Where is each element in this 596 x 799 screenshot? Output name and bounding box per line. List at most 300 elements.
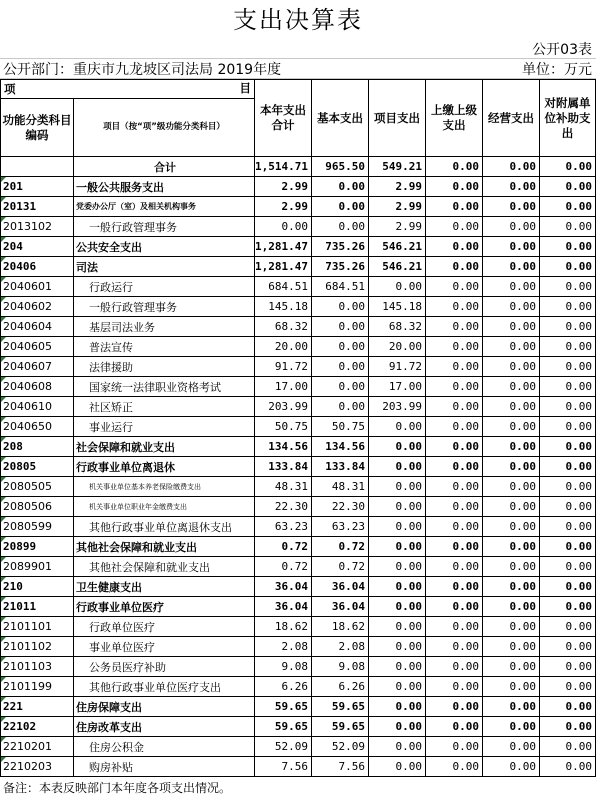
cell-project: 0.00 <box>369 457 426 477</box>
cell-basic: 0.00 <box>312 357 369 377</box>
row-name: 卫生健康支出 <box>74 577 255 597</box>
cell-business: 0.00 <box>483 337 540 357</box>
table-row <box>1 297 596 317</box>
table-row <box>1 697 596 717</box>
cell-project: 203.99 <box>369 397 426 417</box>
cell-project: 91.72 <box>369 357 426 377</box>
cell-subsidy: 0.00 <box>540 517 596 537</box>
cell-project: 0.00 <box>369 437 426 457</box>
cell-business: 0.00 <box>483 457 540 477</box>
cell-upper: 0.00 <box>426 697 483 717</box>
row-name: 住房公积金 <box>74 737 255 757</box>
cell-basic: 0.00 <box>312 177 369 197</box>
cell-total: 20.00 <box>255 337 312 357</box>
cell-project: 0.00 <box>369 557 426 577</box>
header-basic: 基本支出 <box>312 80 369 157</box>
cell-business: 0.00 <box>483 537 540 557</box>
cell-upper: 0.00 <box>426 317 483 337</box>
cell-marker-icon <box>1 397 6 402</box>
cell-marker-icon <box>1 197 6 202</box>
header-business: 经营支出 <box>483 80 540 157</box>
cell-upper: 0.00 <box>426 657 483 677</box>
cell-upper: 0.00 <box>426 337 483 357</box>
cell-upper: 0.00 <box>426 197 483 217</box>
cell-project: 546.21 <box>369 257 426 277</box>
cell-subsidy: 0.00 <box>540 177 596 197</box>
row-code: 22102 <box>1 717 74 737</box>
cell-subsidy: 0.00 <box>540 277 596 297</box>
cell-project: 0.00 <box>369 717 426 737</box>
cell-total: 50.75 <box>255 417 312 437</box>
cell-project: 0.00 <box>369 677 426 697</box>
cell-upper: 0.00 <box>426 537 483 557</box>
cell-basic: 684.51 <box>312 277 369 297</box>
cell-basic: 59.65 <box>312 717 369 737</box>
row-code: 20131 <box>1 197 74 217</box>
table-row <box>1 477 596 497</box>
cell-marker-icon <box>1 677 6 682</box>
cell-upper: 0.00 <box>426 757 483 777</box>
row-code: 208 <box>1 437 74 457</box>
cell-business: 0.00 <box>483 617 540 637</box>
cell-basic: 63.23 <box>312 517 369 537</box>
cell-business: 0.00 <box>483 657 540 677</box>
row-code: 2040610 <box>1 397 74 417</box>
cell-basic: 48.31 <box>312 477 369 497</box>
cell-business: 0.00 <box>483 637 540 657</box>
cell-business: 0.00 <box>483 437 540 457</box>
table-row <box>1 657 596 677</box>
cell-upper: 0.00 <box>426 397 483 417</box>
cell-project: 0.00 <box>369 617 426 637</box>
cell-upper: 0.00 <box>426 217 483 237</box>
page-title: 支出决算表 <box>233 6 363 34</box>
header-project-label: 项 <box>4 81 16 96</box>
cell-business: 0.00 <box>483 177 540 197</box>
row-name: 其他行政事业单位医疗支出 <box>74 677 255 697</box>
cell-total: 1,281.47 <box>255 237 312 257</box>
cell-upper: 0.00 <box>426 417 483 437</box>
table-row <box>1 357 596 377</box>
cell-upper: 0.00 <box>426 277 483 297</box>
table-row <box>1 717 596 737</box>
table-row <box>1 537 596 557</box>
cell-subsidy: 0.00 <box>540 477 596 497</box>
cell-basic: 52.09 <box>312 737 369 757</box>
row-code: 21011 <box>1 597 74 617</box>
row-name: 法律援助 <box>74 357 255 377</box>
cell-upper: 0.00 <box>426 437 483 457</box>
cell-total: 59.65 <box>255 717 312 737</box>
cell-total: 9.08 <box>255 657 312 677</box>
row-name: 其他社会保障和就业支出 <box>74 537 255 557</box>
cell-business: 0.00 <box>483 577 540 597</box>
table-row <box>1 617 596 637</box>
cell-total: 59.65 <box>255 697 312 717</box>
cell-subsidy: 0.00 <box>540 237 596 257</box>
row-code: 2080506 <box>1 497 74 517</box>
cell-marker-icon <box>1 257 6 262</box>
row-code: 204 <box>1 237 74 257</box>
header-total: 本年支出合计 <box>255 80 312 157</box>
row-code: 2040605 <box>1 337 74 357</box>
row-code: 2040601 <box>1 277 74 297</box>
cell-subsidy: 0.00 <box>540 377 596 397</box>
table-row <box>1 417 596 437</box>
cell-subsidy: 0.00 <box>540 157 596 177</box>
cell-basic: 18.62 <box>312 617 369 637</box>
row-name: 事业运行 <box>74 417 255 437</box>
table-row <box>1 637 596 657</box>
cell-subsidy: 0.00 <box>540 317 596 337</box>
row-name: 合计 <box>74 157 255 177</box>
table-row <box>1 337 596 357</box>
cell-basic: 0.72 <box>312 537 369 557</box>
table-row <box>1 577 596 597</box>
cell-business: 0.00 <box>483 417 540 437</box>
row-code: 2080599 <box>1 517 74 537</box>
cell-marker-icon <box>1 617 6 622</box>
cell-business: 0.00 <box>483 197 540 217</box>
cell-marker-icon <box>1 277 6 282</box>
row-name: 国家统一法律职业资格考试 <box>74 377 255 397</box>
row-name: 司法 <box>74 257 255 277</box>
cell-total: 134.56 <box>255 437 312 457</box>
cell-upper: 0.00 <box>426 677 483 697</box>
table-row <box>1 737 596 757</box>
cell-total: 133.84 <box>255 457 312 477</box>
cell-total: 145.18 <box>255 297 312 317</box>
row-name: 行政运行 <box>74 277 255 297</box>
cell-total: 2.08 <box>255 637 312 657</box>
cell-marker-icon <box>1 557 6 562</box>
cell-project: 0.00 <box>369 277 426 297</box>
cell-subsidy: 0.00 <box>540 197 596 217</box>
cell-project: 0.00 <box>369 697 426 717</box>
header-mu-label: 目 <box>239 81 251 95</box>
row-code: 2080505 <box>1 477 74 497</box>
cell-subsidy: 0.00 <box>540 397 596 417</box>
cell-subsidy: 0.00 <box>540 717 596 737</box>
cell-project: 546.21 <box>369 237 426 257</box>
table-row <box>1 277 596 297</box>
cell-basic: 0.00 <box>312 297 369 317</box>
row-name: 行政事业单位离退休 <box>74 457 255 477</box>
cell-total: 68.32 <box>255 317 312 337</box>
cell-business: 0.00 <box>483 597 540 617</box>
table-row <box>1 757 596 777</box>
cell-upper: 0.00 <box>426 357 483 377</box>
header-project-exp: 项目支出 <box>369 80 426 157</box>
cell-subsidy: 0.00 <box>540 257 596 277</box>
cell-basic: 6.26 <box>312 677 369 697</box>
cell-basic: 50.75 <box>312 417 369 437</box>
cell-marker-icon <box>1 457 6 462</box>
cell-subsidy: 0.00 <box>540 297 596 317</box>
cell-subsidy: 0.00 <box>540 737 596 757</box>
cell-project: 0.00 <box>369 757 426 777</box>
row-name: 一般公共服务支出 <box>74 177 255 197</box>
cell-business: 0.00 <box>483 157 540 177</box>
cell-business: 0.00 <box>483 237 540 257</box>
cell-upper: 0.00 <box>426 177 483 197</box>
row-name: 其他行政事业单位离退休支出 <box>74 517 255 537</box>
row-code: 20899 <box>1 537 74 557</box>
table-row <box>1 557 596 577</box>
row-name: 行政事业单位医疗 <box>74 597 255 617</box>
cell-marker-icon <box>1 657 6 662</box>
cell-total: 91.72 <box>255 357 312 377</box>
header-project <box>1 80 255 99</box>
cell-marker-icon <box>1 217 6 222</box>
table-body <box>1 157 596 777</box>
cell-marker-icon <box>1 757 6 762</box>
expenditure-table <box>0 79 596 777</box>
cell-upper: 0.00 <box>426 237 483 257</box>
row-name: 其他社会保障和就业支出 <box>74 557 255 577</box>
cell-business: 0.00 <box>483 497 540 517</box>
row-name: 住房改革支出 <box>74 717 255 737</box>
header-func-code: 功能分类科目编码 <box>1 99 74 157</box>
cell-project: 0.00 <box>369 537 426 557</box>
cell-marker-icon <box>1 297 6 302</box>
row-code: 2101103 <box>1 657 74 677</box>
row-code: 221 <box>1 697 74 717</box>
cell-basic: 965.50 <box>312 157 369 177</box>
cell-basic: 735.26 <box>312 237 369 257</box>
cell-total: 18.62 <box>255 617 312 637</box>
cell-subsidy: 0.00 <box>540 337 596 357</box>
cell-subsidy: 0.00 <box>540 417 596 437</box>
header-subsidy: 对附属单位补助支出 <box>540 80 596 157</box>
cell-upper: 0.00 <box>426 557 483 577</box>
cell-upper: 0.00 <box>426 737 483 757</box>
row-code: 210 <box>1 577 74 597</box>
cell-marker-icon <box>1 237 6 242</box>
cell-subsidy: 0.00 <box>540 677 596 697</box>
cell-subsidy: 0.00 <box>540 497 596 517</box>
cell-business: 0.00 <box>483 517 540 537</box>
header-upper: 上缴上级支出 <box>426 80 483 157</box>
cell-upper: 0.00 <box>426 617 483 637</box>
cell-total: 2.99 <box>255 177 312 197</box>
row-name: 社会保障和就业支出 <box>74 437 255 457</box>
cell-total: 63.23 <box>255 517 312 537</box>
cell-business: 0.00 <box>483 697 540 717</box>
cell-total: 7.56 <box>255 757 312 777</box>
cell-total: 0.00 <box>255 217 312 237</box>
row-code: 2089901 <box>1 557 74 577</box>
cell-project: 0.00 <box>369 657 426 677</box>
cell-business: 0.00 <box>483 397 540 417</box>
cell-subsidy: 0.00 <box>540 657 596 677</box>
cell-marker-icon <box>1 177 6 182</box>
cell-basic: 59.65 <box>312 697 369 717</box>
row-name: 基层司法业务 <box>74 317 255 337</box>
cell-upper: 0.00 <box>426 497 483 517</box>
cell-business: 0.00 <box>483 277 540 297</box>
cell-project: 68.32 <box>369 317 426 337</box>
row-code: 2040604 <box>1 317 74 337</box>
cell-marker-icon <box>1 597 6 602</box>
cell-project: 145.18 <box>369 297 426 317</box>
dept-row <box>0 58 596 79</box>
cell-project: 0.00 <box>369 417 426 437</box>
cell-basic: 22.30 <box>312 497 369 517</box>
cell-total: 36.04 <box>255 597 312 617</box>
cell-marker-icon <box>1 517 6 522</box>
cell-subsidy: 0.00 <box>540 357 596 377</box>
row-name: 住房保障支出 <box>74 697 255 717</box>
row-name: 公共安全支出 <box>74 237 255 257</box>
table-row <box>1 237 596 257</box>
cell-upper: 0.00 <box>426 517 483 537</box>
cell-project: 549.21 <box>369 157 426 177</box>
cell-project: 0.00 <box>369 477 426 497</box>
table-row <box>1 597 596 617</box>
cell-marker-icon <box>1 637 6 642</box>
cell-basic: 0.00 <box>312 197 369 217</box>
table-row <box>1 377 596 397</box>
row-code: 20805 <box>1 457 74 477</box>
cell-project: 2.99 <box>369 197 426 217</box>
cell-business: 0.00 <box>483 217 540 237</box>
cell-marker-icon <box>1 717 6 722</box>
cell-subsidy: 0.00 <box>540 217 596 237</box>
cell-basic: 133.84 <box>312 457 369 477</box>
cell-total: 0.72 <box>255 537 312 557</box>
unit-label: 单位：万元 <box>522 62 592 78</box>
cell-total: 203.99 <box>255 397 312 417</box>
cell-subsidy: 0.00 <box>540 757 596 777</box>
cell-business: 0.00 <box>483 317 540 337</box>
cell-upper: 0.00 <box>426 377 483 397</box>
cell-subsidy: 0.00 <box>540 617 596 637</box>
table-row <box>1 157 596 177</box>
row-name: 党委办公厅（室）及相关机构事务 <box>74 197 255 217</box>
cell-upper: 0.00 <box>426 577 483 597</box>
row-code: 2040607 <box>1 357 74 377</box>
table-row <box>1 677 596 697</box>
cell-basic: 0.72 <box>312 557 369 577</box>
row-code: 2101102 <box>1 637 74 657</box>
cell-project: 17.00 <box>369 377 426 397</box>
table-row <box>1 457 596 477</box>
table-row <box>1 397 596 417</box>
row-name: 事业单位医疗 <box>74 637 255 657</box>
cell-total: 22.30 <box>255 497 312 517</box>
table-row <box>1 217 596 237</box>
cell-marker-icon <box>1 317 6 322</box>
cell-marker-icon <box>1 437 6 442</box>
cell-project: 0.00 <box>369 577 426 597</box>
cell-business: 0.00 <box>483 757 540 777</box>
cell-basic: 0.00 <box>312 337 369 357</box>
form-code-row <box>0 38 596 59</box>
cell-marker-icon <box>1 497 6 502</box>
cell-project: 0.00 <box>369 637 426 657</box>
footnote: 备注：本表反映部门本年度各项支出情况。 <box>3 781 232 795</box>
row-name: 普法宣传 <box>74 337 255 357</box>
table-row <box>1 177 596 197</box>
cell-project: 2.99 <box>369 217 426 237</box>
row-name: 社区矫正 <box>74 397 255 417</box>
cell-project: 2.99 <box>369 177 426 197</box>
cell-marker-icon <box>1 357 6 362</box>
row-name: 公务员医疗补助 <box>74 657 255 677</box>
cell-business: 0.00 <box>483 737 540 757</box>
cell-business: 0.00 <box>483 257 540 277</box>
cell-subsidy: 0.00 <box>540 637 596 657</box>
row-code: 2101199 <box>1 677 74 697</box>
cell-basic: 0.00 <box>312 317 369 337</box>
table-row <box>1 497 596 517</box>
row-name: 机关事业单位职业年金缴费支出 <box>74 497 255 517</box>
cell-subsidy: 0.00 <box>540 557 596 577</box>
cell-basic: 2.08 <box>312 637 369 657</box>
cell-total: 48.31 <box>255 477 312 497</box>
cell-marker-icon <box>1 377 6 382</box>
row-code: 201 <box>1 177 74 197</box>
cell-subsidy: 0.00 <box>540 457 596 477</box>
dept-label: 公开部门：重庆市九龙坡区司法局 2019年度 <box>3 62 282 78</box>
cell-basic: 735.26 <box>312 257 369 277</box>
cell-total: 17.00 <box>255 377 312 397</box>
cell-total: 2.99 <box>255 197 312 217</box>
cell-marker-icon <box>1 577 6 582</box>
row-code: 2040650 <box>1 417 74 437</box>
cell-total: 6.26 <box>255 677 312 697</box>
form-code: 公开03表 <box>532 42 592 58</box>
cell-project: 20.00 <box>369 337 426 357</box>
row-name: 购房补贴 <box>74 757 255 777</box>
cell-basic: 36.04 <box>312 597 369 617</box>
header-item-name: 项目（按“项”级功能分类科目） <box>74 99 255 157</box>
cell-business: 0.00 <box>483 477 540 497</box>
cell-basic: 0.00 <box>312 397 369 417</box>
cell-total: 0.72 <box>255 557 312 577</box>
cell-basic: 0.00 <box>312 217 369 237</box>
row-name: 一般行政管理事务 <box>74 217 255 237</box>
cell-upper: 0.00 <box>426 477 483 497</box>
cell-upper: 0.00 <box>426 637 483 657</box>
row-code: 20406 <box>1 257 74 277</box>
cell-subsidy: 0.00 <box>540 597 596 617</box>
cell-project: 0.00 <box>369 597 426 617</box>
cell-upper: 0.00 <box>426 257 483 277</box>
cell-marker-icon <box>1 337 6 342</box>
row-name: 一般行政管理事务 <box>74 297 255 317</box>
table-row <box>1 437 596 457</box>
cell-business: 0.00 <box>483 677 540 697</box>
cell-business: 0.00 <box>483 297 540 317</box>
table-row <box>1 517 596 537</box>
row-name: 行政单位医疗 <box>74 617 255 637</box>
cell-total: 52.09 <box>255 737 312 757</box>
cell-business: 0.00 <box>483 717 540 737</box>
cell-marker-icon <box>1 477 6 482</box>
row-code: 2101101 <box>1 617 74 637</box>
cell-basic: 7.56 <box>312 757 369 777</box>
cell-upper: 0.00 <box>426 157 483 177</box>
cell-total: 1,514.71 <box>255 157 312 177</box>
cell-basic: 9.08 <box>312 657 369 677</box>
cell-total: 684.51 <box>255 277 312 297</box>
cell-upper: 0.00 <box>426 717 483 737</box>
row-code: 2013102 <box>1 217 74 237</box>
cell-business: 0.00 <box>483 357 540 377</box>
cell-subsidy: 0.00 <box>540 437 596 457</box>
